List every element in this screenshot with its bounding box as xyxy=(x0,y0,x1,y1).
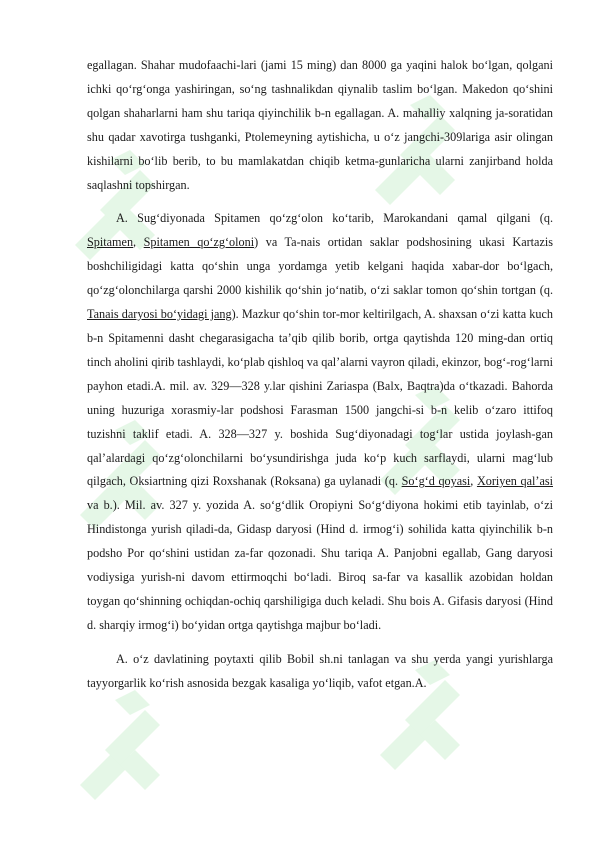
cross-reference-link[interactable]: Spitamen xyxy=(87,235,134,250)
paragraph-text: ) va Ta-nais ortidan saklar podshosining ukasi Kartazis boshchiligidagi katta qo‘shin unga yordamga yetib kelgani haqida xabar-dor bo‘lgach, qo‘zg‘olonchilarga qarshi 2000 kishilik qo‘shin jo‘natib, o‘zi saklar tomon qo‘shin tortgan (q. xyxy=(87,235,553,298)
paragraph-text: , xyxy=(470,474,477,489)
cross-reference-link[interactable]: Spitamen qo‘zg‘oloni xyxy=(143,235,255,250)
paragraph-text: A. Sug‘diyonada Spitamen qo‘zg‘olon ko‘tarib, Marokandani qamal qilgani (q. xyxy=(116,211,553,226)
article-body xyxy=(87,54,553,696)
paragraph-text: va b.). Mil. av. 327 y. yozida A. so‘g‘dlik Oropiyni So‘g‘diyona hokimi etib tayinlab, o‘zi Hindistonga yurish qiladi-da, Gidasp daryosi (Hind d. irmog‘i) sohilida katta qiyinchilik b-n podsho Por qo‘shini ustidan za-far qozonadi. Shu tariqa A. Panjobni egallab, Gang daryosi vodiysiga yurish-ni davom ettirmoqchi bo‘ladi. Biroq sa-far va kasallik azobidan holdan toygan qo‘shinning ochiqdan-ochiq qarshiligiga duch keladi. Shu bois A. Gifasis daryosi (Hind d. sharqiy irmog‘i) bo‘yidan ortga qaytishga majbur bo‘ladi. xyxy=(87,498,553,632)
paragraph-text: egallagan. Shahar mudofaachi-lari (jami 15 ming) dan 8000 ga yaqini halok bo‘lgan, qolgani ichki qo‘rg‘onga yashiringan, so‘ng tashnalikdan qiynalib taslim bo‘lgan. Makedon qo‘shini qolgan shaharlarni ham shu tariqa qiyinchilik b-n egallagan. A. mahalliy xalqning ja-soratidan shu qadar xavotirga tushganki, Ptolemeyning aytishicha, u o‘z jangchi-309lariga asir olingan kishilarni bo‘lib berib, to bu mamlakatdan chiqib ketma-gunlaricha ularni zanjirband holda saqlashni topshirgan. xyxy=(87,58,553,192)
paragraph-p2 xyxy=(87,207,553,637)
paragraph-p1 xyxy=(87,54,553,197)
paragraph-text: , xyxy=(133,235,144,250)
cross-reference-link[interactable]: Xoriyen qal’asi xyxy=(476,474,553,489)
cross-reference-link[interactable]: Tanais daryosi bo‘yidagi jang xyxy=(87,307,232,322)
cross-reference-link[interactable]: So‘g‘d qoyasi xyxy=(401,474,471,489)
logo-watermark-icon xyxy=(75,690,165,800)
paragraph-text: ). Mazkur qo‘shin tor-mor keltirilgach, A. shaxsan o‘zi katta kuch b-n Spitamenni dasht chegarasigacha ta’qib qilib borib, ortga qaytishda 120 ming-dan ortiq tinch aholini qirib tashlaydi, ko‘plab qishloq va qal’alarni vayron qiladi, ekinzor, bog‘-rog‘larni payhon etadi.A. mil. av. 329—328 y.lar qishini Zariaspa (Balx, Baqtra)da o‘tkazadi. Bahorda uning huzuriga xorasmiy-lar podshosi Farasman 1500 jangchi-si b-n kelib o‘zaro ittifoq tuzishni taklif etadi. A. 328—327 y. boshida Sug‘diyonadagi tog‘lar ustida joylash-gan qal’alardagi qo‘zg‘olonchilarni bo‘ysundirishga juda ko‘p kuch sarflaydi, ularni mag‘lub qilgach, Oksiartning qizi Roxshanak (Roksana) ga uylanadi (q. xyxy=(87,307,553,489)
paragraph-text: A. o‘z davlatining poytaxti qilib Bobil sh.ni tanlagan va shu yerda yangi yurishlarga tayyorgarlik ko‘rish asnosida bezgak kasaliga yo‘liqib, vafot etgan.A. xyxy=(87,651,553,690)
paragraph-p3 xyxy=(87,648,553,696)
